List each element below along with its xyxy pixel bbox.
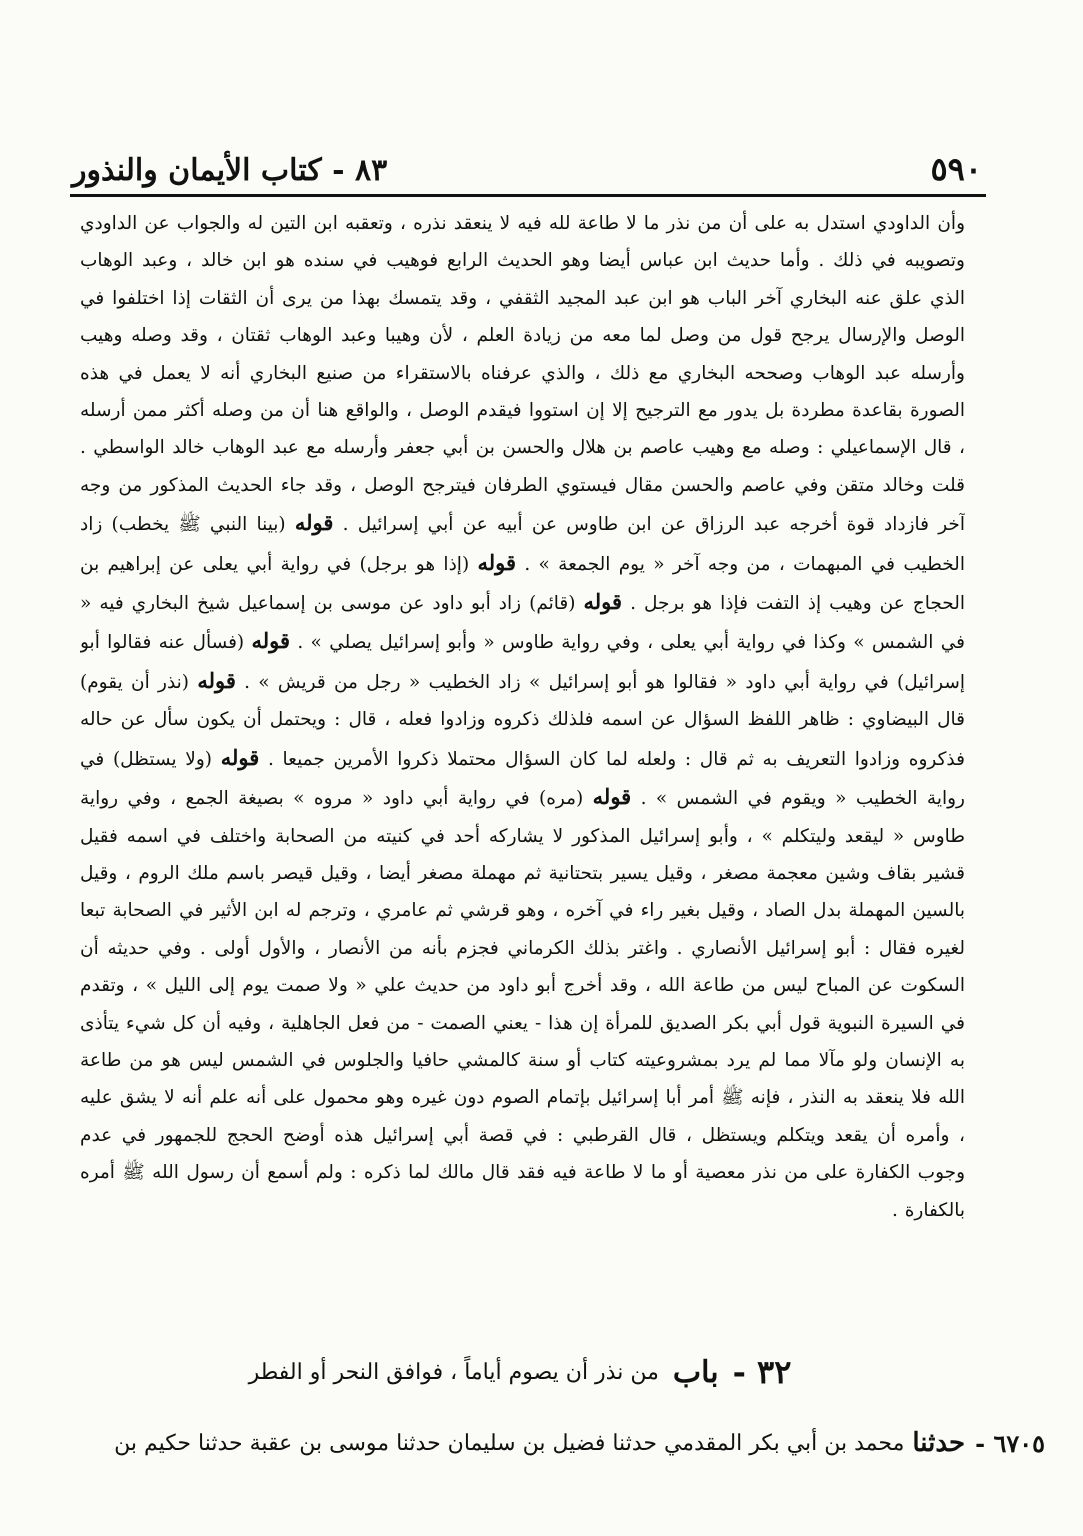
commentary-segment: (فسأل عنه فقالوا أبو إسرائيل) في رواية أبي داود « فقالوا هو أبو إسرائيل » زاد الخطيب « رجل من قريش » . bbox=[80, 632, 965, 693]
qawl-marker: قوله bbox=[220, 744, 260, 770]
commentary-segment: (ولا يستظل) في رواية الخطيب « ويقوم في الشمس » . bbox=[80, 748, 965, 810]
commentary-segment: (نذر أن يقوم) قال البيضاوي : ظاهر اللفظ السؤال عن اسمه فلذلك ذكروه وزادوا فعله ، قال : ويحتمل أن يكون سأل عن حاله فذكروه وزادوا التعريف به ثم قال : ولعله لما كان السؤال محتملا ذكروا الأمرين جميعا . bbox=[80, 671, 965, 770]
chapter-bab-label: باب bbox=[672, 1354, 719, 1390]
chapter-title: من نذر أن يصوم أياماً ، فوافق النحر أو الفطر bbox=[248, 1359, 659, 1385]
book-title: ٨٣ - كتاب الأيمان والنذور bbox=[72, 153, 388, 188]
qawl-marker: قوله bbox=[294, 510, 334, 536]
commentary-segment: وأن الداودي استدل به على أن من نذر ما لا طاعة لله فيه لا ينعقد نذره ، وتعقبه ابن التين له والجواب عن الداودي وتصويبه في ذلك . وأما حديث ابن عباس أيضا وهو الحديث الرابع فوهيب في سنده هو ابن خالد ، وعبد الوهاب الذي علق عنه البخاري آخر الباب هو ابن عبد المجيد الثقفي ، وقد يتمسك بهذا من يرى أن الثقات إذا اختلفوا في الوصل والإرسال يرجح قول من وصل لما معه من زيادة العلم ، لأن وهيبا وعبد الوهاب ثقتان ، وقد وصله وهيب وأرسله عبد الوهاب وصححه البخاري مع ذلك ، والذي عرفناه بالاستقراء من صنيع البخاري أنه لا يعمل في هذه الصورة بقاعدة مطردة بل يدور مع الترجيح إلا إن استووا فيقدم الوصل ، والواقع هنا أن من وصله أكثر ممن أرسله ، قال الإسماعيلي : وصله مع وهيب عاصم بن هلال والحسن بن أبي جعفر وأرسله مع عبد الوهاب خالد الواسطي . قلت وخالد متقن وفي عاصم والحسن مقال فيستوي الطرفان فيترجح الوصل ، وقد جاء الحديث المذكور من وجه آخر فازداد قوة أخرجه عبد الرزاق عن ابن طاوس عن أبيه عن أبي إسرائيل . bbox=[80, 213, 965, 536]
hadith-haddathana: حدثنا bbox=[912, 1428, 966, 1458]
chapter-heading bbox=[200, 1347, 840, 1397]
commentary-paragraph bbox=[80, 205, 965, 1229]
qawl-marker: قوله bbox=[477, 549, 517, 575]
hadith-text: محمد بن أبي بكر المقدمي حدثنا فضيل بن سليمان حدثنا موسى بن عقبة حدثنا حكيم بن bbox=[114, 1430, 905, 1456]
commentary-segment: (إذا هو برجل) في رواية أبي يعلى عن إبراهيم بن الحجاج عن وهيب إذ التفت فإذا هو برجل . bbox=[80, 553, 965, 615]
qawl-marker: قوله bbox=[197, 667, 236, 693]
hadith-number: ٦٧٠٥ - bbox=[975, 1428, 1045, 1458]
hadith-line bbox=[35, 1418, 1045, 1468]
chapter-number: ٣٢ - bbox=[732, 1353, 792, 1391]
qawl-marker: قوله bbox=[583, 589, 623, 615]
commentary-segment: (بينا النبي ﷺ يخطب) زاد الخطيب في المبهمات ، من وجه آخر « يوم الجمعة » . bbox=[80, 514, 965, 575]
page-number: ٥٩٠ bbox=[930, 150, 982, 188]
commentary-text bbox=[80, 205, 965, 1330]
qawl-marker: قوله bbox=[251, 628, 291, 654]
page-header bbox=[72, 138, 982, 188]
commentary-segment: (مره) في رواية أبي داود « مروه » بصيغة الجمع ، وفي رواية طاوس « ليقعد وليتكلم » ، وأبو إسرائيل المذكور لا يشاركه أحد في كنيته من الصحابة واختلف في اسمه فقيل قشير بقاف وشين معجمة مصغر ، وقيل يسير بتحتانية ثم مهملة مصغر أيضا ، وقيل قيصر باسم ملك الروم ، وقيل بالسين المهملة بدل الصاد ، وقيل بغير راء في آخره ، وهو قرشي ثم عامري ، وترجم له ابن الأثير في الصحابة تبعا لغيره فقال : أبو إسرائيل الأنصاري . واغتر بذلك الكرماني فجزم بأنه من الأنصار ، والأول أولى . وفي حديثه أن السكوت عن المباح ليس من طاعة الله ، وقد أخرج أبو داود من حديث علي « ولا صمت يوم إلى الليل » ، وتقدم في السيرة النبوية قول أبي بكر الصديق للمرأة إن هذا - يعني الصمت - من فعل الجاهلية ، وفيه أن كل شيء يتأذى به الإنسان ولو مآلا مما لم يرد بمشروعيته كتاب أو سنة كالمشي حافيا والجلوس في الشمس ليس هو من طاعة الله فلا ينعقد به النذر ، فإنه ﷺ أمر أبا إسرائيل بإتمام الصوم دون غيره وهو محمول على أنه علم أنه لا يشق عليه ، وأمره أن يقعد ويتكلم ويستظل ، قال القرطبي : في قصة أبي إسرائيل هذه أوضح الحجج للجمهور في عدم وجوب الكفارة على من نذر معصية أو ما لا طاعة فيه فقد قال مالك لما ذكره : ولم أسمع أن رسول الله ﷺ أمره بالكفارة . bbox=[80, 788, 965, 1221]
header-rule bbox=[70, 194, 986, 197]
commentary-segment: (قائم) زاد أبو داود عن موسى بن إسماعيل شيخ البخاري فيه « في الشمس » وكذا في رواية أبي يعلى ، وفي رواية طاوس « وأبو إسرائيل يصلي » . bbox=[80, 593, 965, 654]
qawl-marker: قوله bbox=[592, 784, 632, 810]
